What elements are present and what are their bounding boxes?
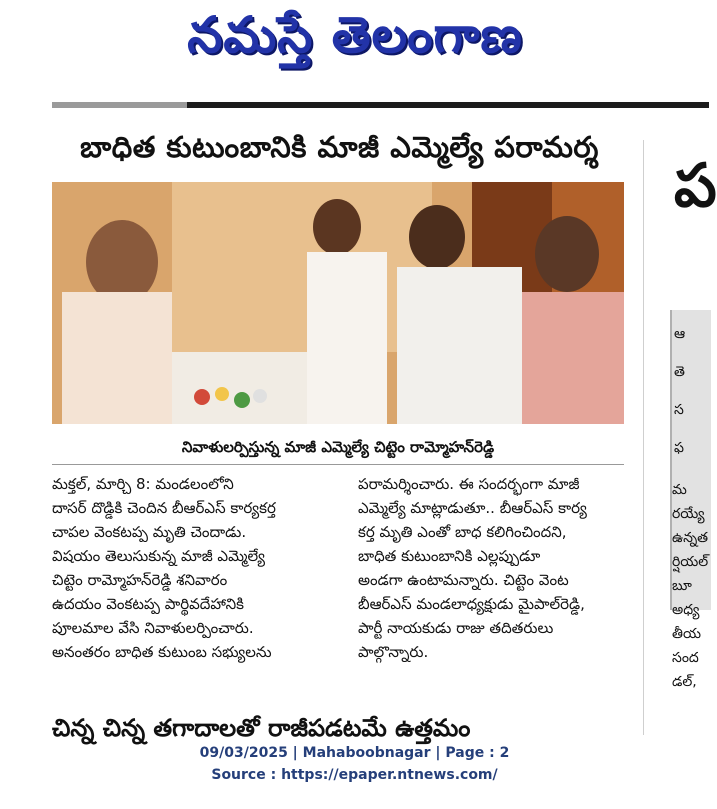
masthead bbox=[0, 0, 709, 100]
adjacent-text-line: రయ్యే bbox=[672, 506, 705, 522]
article-line: చాపల వెంకటప్ప మృతి చెందాడు. bbox=[52, 523, 247, 541]
article-column-left bbox=[52, 472, 337, 664]
article-line: పార్టీ నాయకుడు రాజు తదితరులు bbox=[358, 619, 554, 637]
adjacent-bullet: తె bbox=[674, 364, 685, 380]
article-line: పాల్గొన్నారు. bbox=[358, 643, 429, 661]
article-line: అండగా ఉంటామన్నారు. చిట్టెం వెంట bbox=[358, 571, 569, 589]
article-headline: బాధిత కుటుంబానికి మాజీ ఎమ్మెల్యే పరామర్శ bbox=[80, 130, 599, 164]
masthead-rule-accent bbox=[52, 102, 187, 108]
article-line: విషయం తెలుసుకున్న మాజీ ఎమ్మెల్యే bbox=[52, 547, 265, 565]
article-photo bbox=[52, 182, 624, 424]
article-line: మక్తల్, మార్చి 8: మండలంలోని bbox=[52, 475, 234, 493]
article-column-right bbox=[358, 472, 628, 664]
article-line: ఎమ్మెల్యే మాట్లాడుతూ.. బీఆర్ఎస్ కార్య bbox=[358, 499, 587, 517]
column-divider bbox=[643, 140, 644, 735]
adjacent-bullet: స bbox=[674, 402, 684, 418]
edition-info: 09/03/2025 | Mahaboobnagar | Page : 2 bbox=[199, 745, 510, 761]
newspaper-logo: నమస్తే తెలంగాణ bbox=[187, 6, 523, 64]
article-line: పరామర్శించారు. ఈ సందర్భంగా మాజీ bbox=[358, 475, 580, 493]
adjacent-article-clip bbox=[668, 140, 717, 740]
article-line: చిట్టెం రామ్మోహన్‌రెడ్డి శనివారం bbox=[52, 571, 228, 589]
article-line: ఉదయం వెంకటప్ప పార్థివదేహానికి bbox=[52, 595, 244, 613]
adjacent-text-line: మ bbox=[672, 482, 687, 498]
article-line: పూలమాల వేసి నివాళులర్పించారు. bbox=[52, 619, 254, 637]
article-line: బీఆర్ఎస్ మండలాధ్యక్షుడు మైపాల్‌రెడ్డి, bbox=[358, 595, 585, 613]
article-line: బాధిత కుటుంబానికి ఎల్లప్పుడూ bbox=[358, 547, 541, 565]
article-line: అనంతరం బాధిత కుటుంబ సభ్యులను bbox=[52, 643, 272, 661]
adjacent-text-line: అధ్య bbox=[672, 602, 700, 618]
adjacent-text-line: ర్షియల్ bbox=[672, 554, 709, 570]
photo-caption: నివాళులర్పిస్తున్న మాజీ ఎమ్మెల్యే చిట్టెం రామ్మోహన్‌రెడ్డి bbox=[52, 431, 624, 465]
source-link[interactable]: Source : https://epaper.ntnews.com/ bbox=[211, 767, 498, 783]
page-footer bbox=[0, 742, 709, 802]
adjacent-headline-glyph: ప bbox=[674, 151, 717, 221]
adjacent-text-line: ఉన్నత bbox=[672, 530, 709, 546]
adjacent-text-line: బూ bbox=[672, 578, 692, 594]
adjacent-text-line: సంద bbox=[672, 650, 699, 666]
adjacent-bullet: ఫ bbox=[674, 440, 684, 456]
article-line: కర్త మృతి ఎంతో బాధ కలిగించిందని, bbox=[358, 523, 567, 541]
photo-illustration bbox=[52, 182, 624, 424]
article-line: దాసర్ దొడ్డికి చెందిన బీఆర్ఎస్ కార్యకర్త bbox=[52, 499, 276, 517]
adjacent-text-line: డల్, bbox=[672, 674, 697, 690]
next-article-headline: చిన్న చిన్న తగాదాలతో రాజీపడటమే ఉత్తమం bbox=[52, 714, 471, 742]
adjacent-bullet: ఆ bbox=[674, 326, 686, 342]
adjacent-text-line: తీయ bbox=[672, 626, 701, 642]
